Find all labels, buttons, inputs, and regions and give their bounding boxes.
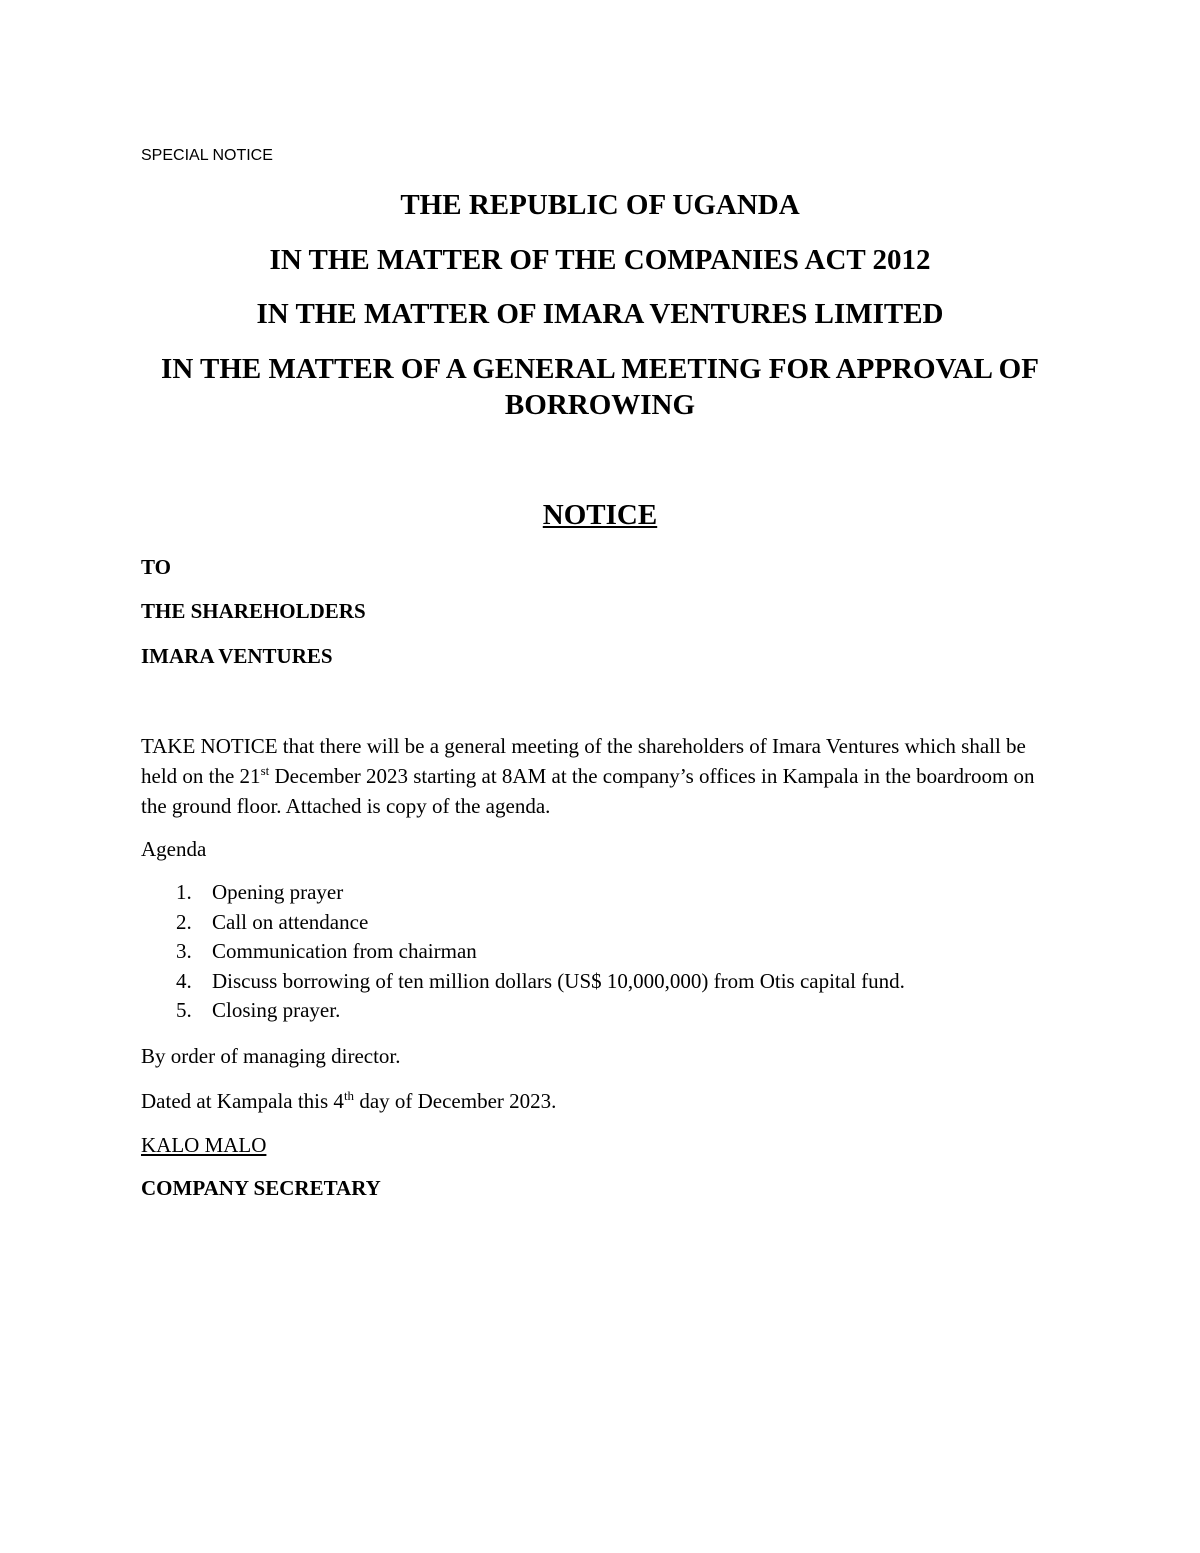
agenda-item-number: 3.	[176, 939, 192, 963]
agenda-label: Agenda	[141, 837, 207, 861]
agenda-list	[141, 878, 905, 1026]
heading-general-meeting: IN THE MATTER OF A GENERAL MEETING FOR APPROVAL OF BORROWING	[161, 353, 1039, 421]
agenda-item	[141, 908, 905, 938]
agenda-item-text: Discuss borrowing of ten million dollars (US$ 10,000,000) from Otis capital fund.	[212, 968, 905, 993]
notice-body-superscript: st	[260, 763, 270, 779]
agenda-item-number: 2.	[176, 909, 192, 934]
dated-after: day of December 2023.	[354, 1089, 557, 1113]
dated-before: Dated at Kampala this 4	[141, 1089, 344, 1113]
dated-line	[141, 1086, 1041, 1116]
notice-body	[141, 731, 1041, 821]
agenda-item-text: Closing prayer.	[212, 998, 341, 1022]
agenda-item	[141, 967, 905, 997]
agenda-item-text: Call on attendance	[212, 909, 369, 934]
signatory-name: KALO MALO	[141, 1133, 267, 1157]
addressee-to: TO	[141, 555, 171, 579]
agenda-item	[141, 996, 905, 1026]
notice-body-part1: TAKE NOTICE that there will be a general meeting of the shareholders of Imara Ventures which shall be held on the 21	[141, 734, 1026, 788]
agenda-item-number: 1.	[176, 880, 192, 904]
notice-body-part2: December 2023 starting at 8AM at the company’s offices in Kampala in the boardroom on the ground floor. Attached is copy of the agenda.	[141, 764, 1035, 818]
agenda-item-number: 5.	[176, 998, 192, 1022]
agenda-item-text: Opening prayer	[212, 880, 344, 904]
heading-companies-act: IN THE MATTER OF THE COMPANIES ACT 2012	[269, 244, 931, 276]
heading-company-name: IN THE MATTER OF IMARA VENTURES LIMITED	[256, 298, 944, 330]
signatory-title: COMPANY SECRETARY	[141, 1176, 381, 1200]
dated-superscript: th	[343, 1088, 355, 1104]
notice-title: NOTICE	[542, 499, 658, 531]
agenda-item	[141, 937, 905, 967]
agenda-item-text: Communication from chairman	[212, 939, 477, 963]
addressee-company: IMARA VENTURES	[141, 644, 333, 668]
addressee-shareholders: THE SHAREHOLDERS	[141, 599, 366, 623]
document-label: SPECIAL NOTICE	[141, 147, 273, 164]
order-line: By order of managing director.	[141, 1044, 401, 1068]
heading-republic: THE REPUBLIC OF UGANDA	[400, 189, 800, 221]
agenda-item-number: 4.	[176, 968, 192, 993]
agenda-item	[141, 878, 905, 908]
